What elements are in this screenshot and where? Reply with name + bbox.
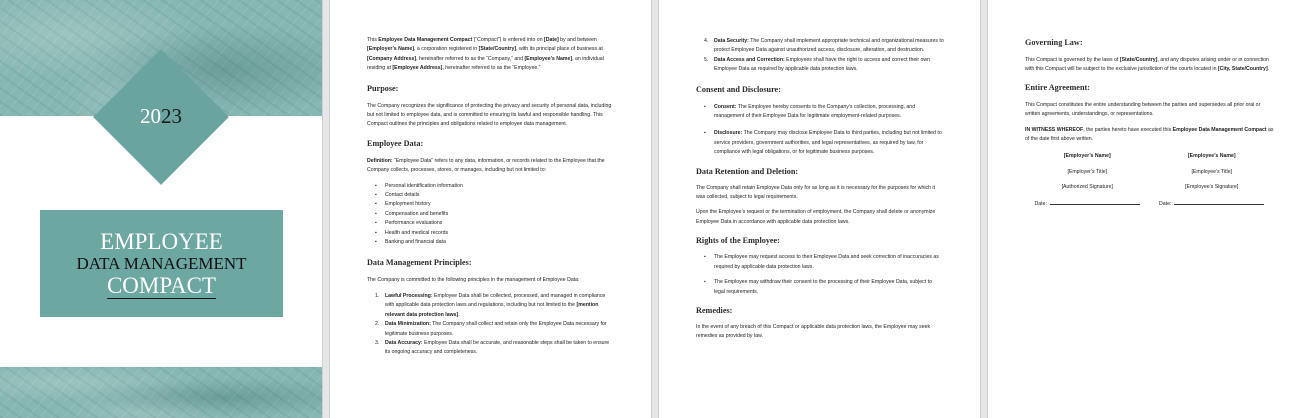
- list-item: 1. Lawful Processing: Employee Data shall be collected, processed, and managed in compliance with applicable data protection laws and regulations, including but not limited to the [mention relevant data protection laws].: [375, 292, 606, 318]
- employee-title: [Employee’s Title]: [1191, 168, 1233, 175]
- list-item: 3. Data Accuracy: Employee Data shall be accurate, and reasonable steps shall be taken to ensure its ongoing accuracy and completeness.: [375, 339, 610, 356]
- intro-paragraph: This Employee Data Management Compact (“Compact”) is entered into on [Date] by and between [Employer’s Name], a corporation registered in [State/Country], with its principal place of business at [Company Address], hereinafter referred to as the “Company,” and [Employee’s Name], an individual residing at [Employee Address], hereinafter referred to as the “Employee.”: [367, 37, 604, 72]
- employer-name: [Employer’s Name]: [1063, 153, 1111, 160]
- employee-date: Date:: [1150, 199, 1275, 209]
- principles-heading: Data Management Principles:: [367, 257, 472, 267]
- list-item: ▪ Consent: The Employee hereby consents to the Company’s collection, processing, and management of their Employee Data for legitimate employment-related purposes.: [696, 103, 944, 122]
- retention-text-2: Upon the Employee’s request or the termination of employment, the Company shall delete or anonymize Employee Data in accordance with applicable data protection laws.: [696, 209, 936, 225]
- list-item: ▪ The Employee may request access to their Employee Data and seek correction of inaccuracies as required by applicable data protection laws.: [696, 253, 944, 272]
- entire-agreement-text: This Compact constitutes the entire understanding between the parties and supersedes all prior oral or written agreements, understandings, or representations.: [1025, 101, 1261, 118]
- document-page-4: [988, 0, 1310, 418]
- list-item: ▪ Compensation and benefits: [367, 210, 615, 219]
- cover-year: [0, 104, 322, 129]
- cover-texture-bottom: [0, 367, 322, 418]
- employer-date: Date:: [1025, 199, 1150, 209]
- page-4-content: [1025, 38, 1274, 209]
- list-item: ▪ Disclosure: The Company may disclose Employee Data to third parties, including but not limited to service providers, government authorities, and legal representatives, as required by law, for compliance with legal obligations, or for legitimate business purposes.: [696, 129, 944, 157]
- witness-paragraph: IN WITNESS WHEREOF, the parties hereto have executed this Employee Data Management Compact as of the date first above written.: [1025, 126, 1274, 143]
- cover-title-line-3: COMPACT: [106, 273, 217, 298]
- list-item: ▪ Contact details: [367, 191, 615, 200]
- purpose-heading: Purpose:: [367, 83, 399, 93]
- page-3-content: [696, 37, 944, 342]
- consent-list: [696, 103, 944, 158]
- employee-data-heading: Employee Data:: [367, 138, 424, 148]
- purpose-text: The Company recognizes the significance of protecting the privacy and security of personal data, including but not limited to employee data, and is committed to ensuring its lawful and responsible handling. This Compact outlines the principles and obligations related to employee data management.: [367, 102, 612, 128]
- list-item: ▪ Health and medical records: [367, 229, 615, 238]
- year-part-1: 20: [140, 104, 161, 128]
- document-page-3: [659, 0, 980, 418]
- governing-law-text: This Compact is governed by the laws of [State/Country], and any disputes arising under or in connection with this Compact will be subject to the exclusive jurisdiction of the courts located in [City, State/Country].: [1025, 57, 1270, 73]
- remedies-heading: Remedies:: [696, 305, 733, 315]
- rights-list: [696, 253, 944, 297]
- retention-heading: Data Retention and Deletion:: [696, 166, 799, 176]
- cover-page: [0, 0, 322, 418]
- list-item: ▪ Personal identification information: [367, 182, 615, 191]
- page-2-content: [367, 36, 615, 358]
- year-part-2: 23: [161, 104, 182, 128]
- rights-heading: Rights of the Employee:: [696, 236, 780, 246]
- employer-signature: [1025, 152, 1150, 209]
- employer-authorized-signature: [Authorized Signature]: [1061, 184, 1113, 191]
- cover-title-box: [40, 210, 283, 317]
- list-item: 2. Data Minimization: The Company shall collect and retain only the Employee Data necessary for legitimate business purposes.: [375, 321, 607, 337]
- cover-title-line-2: DATA MANAGEMENT: [76, 254, 247, 273]
- list-item: ▪ Banking and financial data: [367, 238, 615, 247]
- list-item: 4. Data Security: The Company shall implement appropriate technical and organizational measures to protect Employee Data against unauthorized access, disclosure, alteration, and destruction.: [704, 38, 944, 54]
- employee-data-list: [367, 182, 615, 248]
- retention-text-1: The Company shall retain Employee Data only for as long as it is necessary for the purposes for which it was collected, subject to legal requirements.: [696, 184, 936, 201]
- list-item: ▪ Performance evaluations: [367, 219, 615, 228]
- remedies-text: In the event of any breach of this Compact or applicable data protection laws, the Employee may seek remedies as provided by law.: [696, 323, 931, 340]
- employee-signature-line: [Employee’s Signature]: [1185, 184, 1239, 191]
- consent-heading: Consent and Disclosure:: [696, 84, 781, 94]
- list-item: ▪ The Employee may withdraw their consent to the processing of their Employee Data, subject to legal requirements.: [696, 278, 944, 297]
- list-item: ▪ Employment history: [367, 200, 615, 209]
- list-item: 5. Data Access and Correction: Employees shall have the right to access and correct their own Employee Data as required by applicable data protection laws.: [704, 56, 931, 73]
- principles-list-continued: [696, 37, 944, 75]
- principles-intro: The Company is committed to the following principles in the management of Employee Data:: [367, 276, 580, 283]
- entire-agreement-heading: Entire Agreement:: [1025, 82, 1090, 92]
- employer-title: [Employer’s Title]: [1067, 168, 1108, 175]
- employee-signature: [1150, 152, 1275, 209]
- cover-title-line-1: EMPLOYEE: [100, 229, 223, 254]
- employee-name: [Employee’s Name]: [1187, 153, 1236, 160]
- definition-paragraph: Definition: “Employee Data” refers to any data, information, or records related to the Employee that the Company collects, processes, stores, or manages, including but not limited to:: [367, 157, 605, 174]
- governing-law-heading: Governing Law:: [1025, 38, 1083, 47]
- document-page-2: [330, 0, 651, 418]
- signature-block: [1025, 152, 1274, 209]
- principles-list: [367, 292, 615, 358]
